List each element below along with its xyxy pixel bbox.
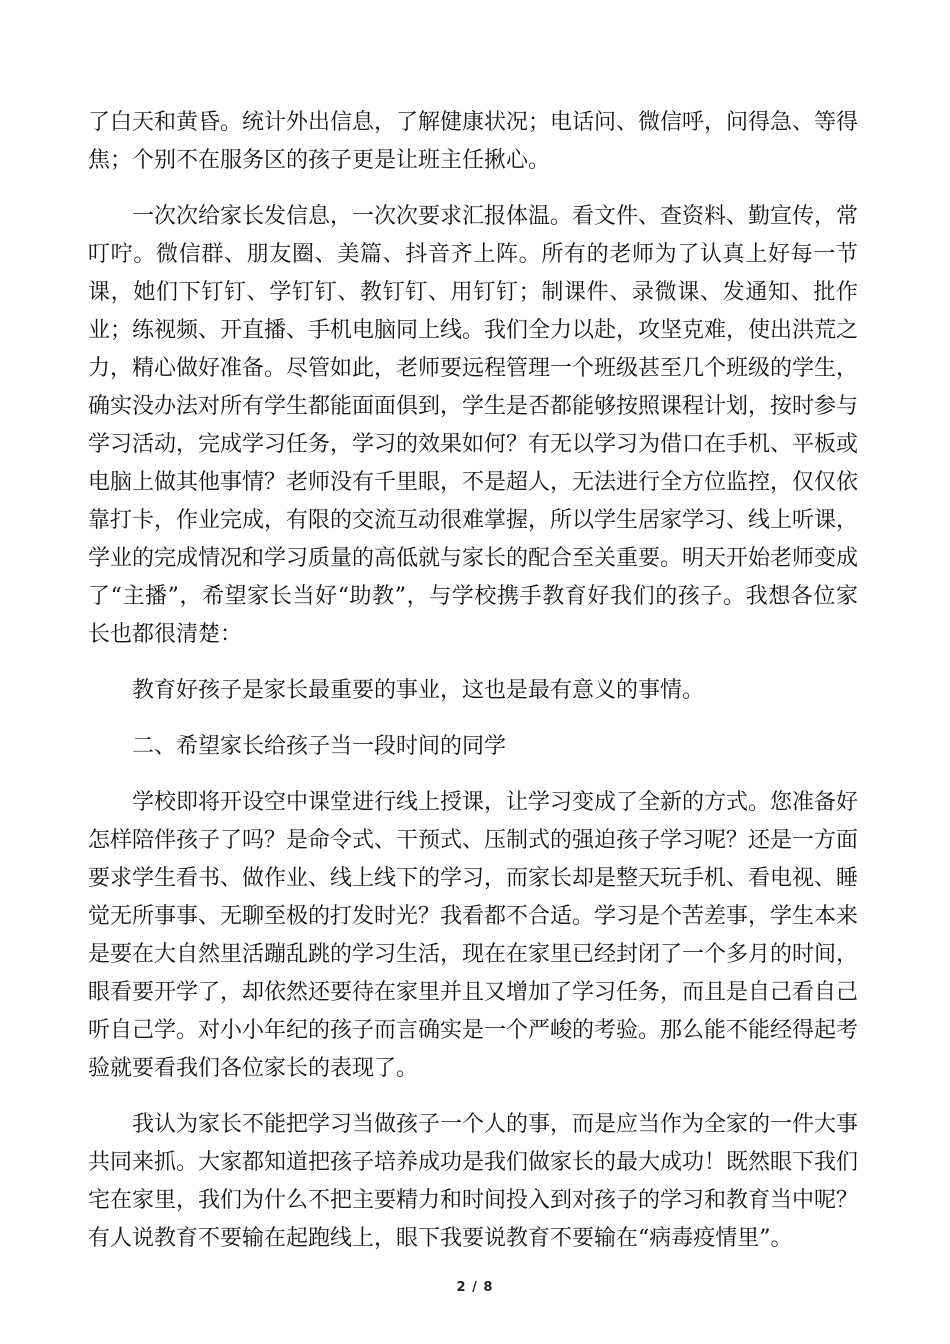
paragraph-2: 一次次给家长发信息，一次次要求汇报体温。看文件、查资料、勤宣传，常叮咛。微信群、朋友圈、美篇、抖音齐上阵。所有的老师为了认真上好每一节课，她们下钉钉、学钉钉、教钉钉、用钉钉；制课件、录微课、发通知、批作业；练视频、开直播、手机电脑同上线。我们全力以赴，攻坚克难，使出洪荒之力，精心做好准备。尽管如此，老师要远程管理一个班级甚至几个班级的学生，确实没办法对所有学生都能面面俱到，学生是否都能够按照课程计划，按时参与学习活动，完成学习任务，学习的效果如何？有无以学习为借口在手机、平板或电脑上做其他事情？老师没有千里眼，不是超人，无法进行全方位监控，仅仅依靠打卡，作业完成，有限的交流互动很难掌握，所以学生居家学习、线上听课，学业的完成情况和学习质量的高低就与家长的配合至关重要。明天开始老师变成了“主播”，希望家长当好“助教”，与学校携手教育好我们的孩子。我想各位家长也都很清楚： — [88, 204, 859, 647]
paragraph-4: 学校即将开设空中课堂进行线上授课，让学习变成了全新的方式。您准备好怎样陪伴孩子了吗？是命令式、干预式、压制式的强迫孩子学习呢？还是一方面要求学生看书、做作业、线上线下的学习，而家长却是整天玩手机、看电视、睡觉无所事事、无聊至极的打发时光？我看都不合适。学习是个苦差事，学生本来是要在大自然里活蹦乱跳的学习生活，现在在家里已经封闭了一个多月的时间，眼看要开学了，却依然还要待在家里并且又增加了学习任务，而且是自己看自己听自己学。对小小年纪的孩子而言确实是一个严峻的考验。那么能不能经得起考验就要看我们各位家长的表现了。 — [88, 790, 859, 1081]
paragraph-5: 我认为家长不能把学习当做孩子一个人的事，而是应当作为全家的一件大事共同来抓。大家都知道把孩子培养成功是我们做家长的最大成功！既然眼下我们宅在家里，我们为什么不把主要精力和时间投入到对孩子的学习和教育当中呢？有人说教育不要输在起跑线上，眼下我要说教育不要输在“病毒疫情里”。 — [88, 1112, 859, 1251]
document-body — [88, 104, 858, 1276]
section-heading: 二、希望家长给孩子当一段时间的同学 — [132, 734, 507, 759]
paragraph-1: 了白天和黄昏。统计外出信息，了解健康状况；电话问、微信呼，问得急、等得焦；个别不在服务区的孩子更是让班主任揪心。 — [88, 110, 859, 173]
paragraph-3: 教育好孩子是家长最重要的事业，这也是最有意义的事情。 — [132, 678, 705, 703]
page-number: 2 / 8 — [456, 1280, 494, 1295]
